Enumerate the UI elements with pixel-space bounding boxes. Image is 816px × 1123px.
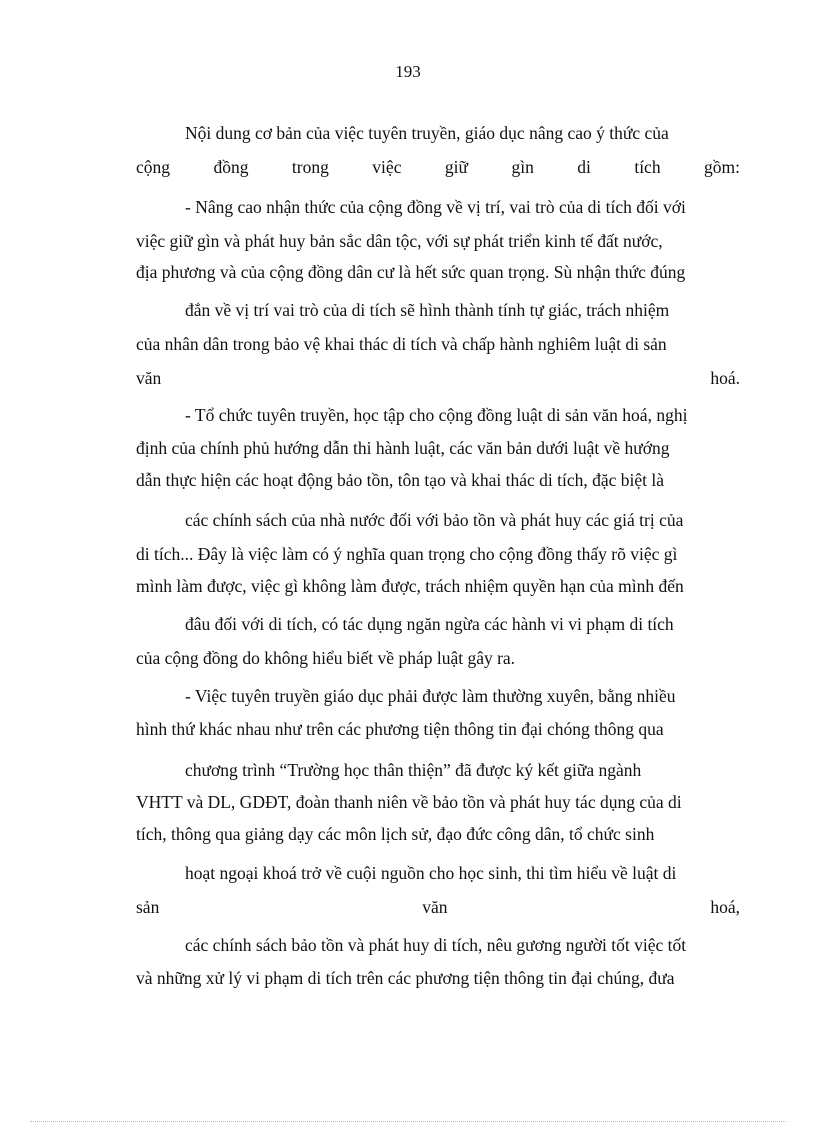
- text-line: chương trình “Trường học thân thiện” đã được ký kết giữa ngành: [185, 760, 642, 780]
- text-line: - Nâng cao nhận thức của cộng đồng về vị trí, vai trò của di tích đối với: [185, 197, 686, 217]
- text-line: đâu đối với di tích, có tác dụng ngăn ngừa các hành vi vi phạm di tích: [185, 614, 674, 634]
- page-number: 193: [395, 62, 421, 81]
- text-line: mình làm được, việc gì không làm được, trách nhiệm quyền hạn của mình đến: [136, 576, 684, 596]
- text-line: và những xử lý vi phạm di tích trên các phương tiện thông tin đại chúng, đưa: [136, 968, 675, 988]
- text-line: định của chính phủ hướng dẫn thi hành luật, các văn bản dưới luật về hướng: [136, 438, 670, 458]
- page-bottom-divider: [30, 1121, 786, 1122]
- text-line: việc giữ gìn và phát huy bản sắc dân tộc, với sự phát triển kinh tế đất nước,: [136, 231, 663, 251]
- text-line: địa phương và của cộng đồng dân cư là hết sức quan trọng. Sù nhận thức đúng: [136, 262, 686, 282]
- text-line: Nội dung cơ bản của việc tuyên truyền, giáo dục nâng cao ý thức của: [185, 123, 669, 143]
- text-line: cộng đồng trong việc giữ gìn di tích gồm:: [136, 157, 740, 177]
- text-line: hoạt ngoại khoá trở về cuội nguồn cho học sinh, thi tìm hiểu về luật di: [185, 863, 677, 883]
- text-line: của cộng đồng do không hiểu biết về pháp luật gây ra.: [136, 648, 516, 668]
- text-line: tích, thông qua giảng dạy các môn lịch sử, đạo đức công dân, tổ chức sinh: [136, 824, 655, 844]
- text-line: - Việc tuyên truyền giáo dục phải được làm thường xuyên, bằng nhiều: [185, 686, 676, 706]
- text-line: sản văn hoá,: [136, 897, 740, 917]
- text-line: văn hoá.: [136, 368, 740, 388]
- text-line: VHTT và DL, GDĐT, đoàn thanh niên về bảo tồn và phát huy tác dụng của di: [136, 792, 682, 812]
- text-line: di tích... Đây là việc làm có ý nghĩa quan trọng cho cộng đồng thấy rõ việc gì: [136, 544, 678, 564]
- text-line: đắn về vị trí vai trò của di tích sẽ hình thành tính tự giác, trách nhiệm: [185, 300, 670, 320]
- text-line: các chính sách bảo tồn và phát huy di tích, nêu gương người tốt việc tốt: [185, 935, 687, 955]
- text-line: của nhân dân trong bảo vệ khai thác di tích và chấp hành nghiêm luật di sản: [136, 334, 667, 354]
- text-line: dẫn thực hiện các hoạt động bảo tồn, tôn tạo và khai thác di tích, đặc biệt là: [136, 470, 664, 490]
- text-line: hình thứ khác nhau như trên các phương tiện thông tin đại chóng thông qua: [136, 719, 664, 739]
- text-line: các chính sách của nhà nước đối với bảo tồn và phát huy các giá trị của: [185, 510, 684, 530]
- text-line: - Tổ chức tuyên truyền, học tập cho cộng đồng luật di sản văn hoá, nghị: [185, 405, 688, 425]
